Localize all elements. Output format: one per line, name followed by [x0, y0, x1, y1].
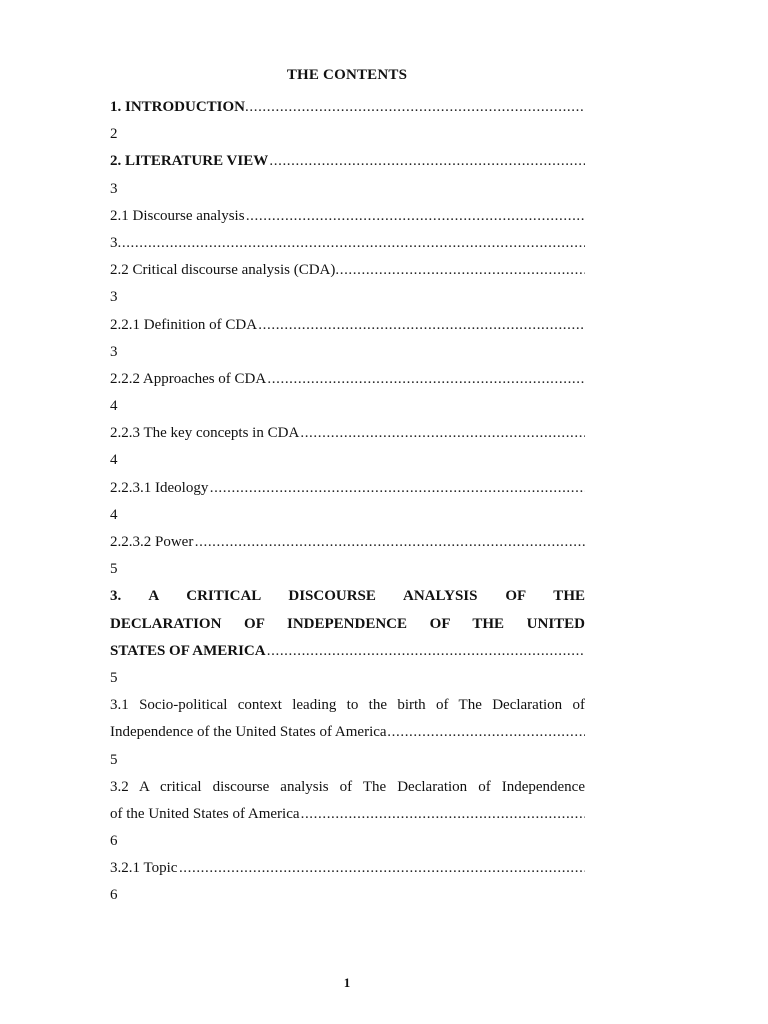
toc-page-number: 3 — [110, 343, 118, 360]
toc-entry-text: 1. INTRODUCTION — [110, 99, 246, 115]
toc-entry-key-concepts-in-cda — [110, 420, 585, 447]
toc-leader-dots — [179, 855, 585, 882]
toc-entry-critical-discourse-analysis — [110, 257, 585, 284]
toc-leader-dots — [300, 420, 585, 447]
toc-entry-text: of the United States of America — [110, 805, 300, 822]
toc-entry-approaches-of-cda — [110, 366, 585, 393]
toc-entry-text: 3.2.1 Topic — [110, 860, 178, 877]
toc-leader-dots — [258, 312, 585, 339]
toc-entry-ideology — [110, 475, 585, 502]
toc-leader-dots — [118, 230, 586, 257]
toc-leader-dots — [267, 366, 585, 393]
toc-entry-cda-of-declaration-line-1: 3.2 A critical discourse analysis of The Declaration of Independence — [110, 778, 585, 795]
toc-entry-socio-political-context-line-1: 3.1 Socio-political context leading to the birth of The Declaration of — [110, 697, 585, 714]
toc-leader-dots — [195, 529, 585, 556]
toc-entry-text: 2. LITERATURE VIEW — [110, 153, 269, 170]
toc-entry-text: 2.1 Discourse analysis — [110, 207, 245, 224]
toc-entry-text: 2.2.1 Definition of CDA — [110, 316, 258, 333]
toc-entry-literature-view — [110, 148, 585, 175]
toc-entry-discourse-analysis — [110, 203, 585, 230]
toc-page-number: 4 — [110, 506, 118, 523]
toc-page-number: 2 — [110, 126, 118, 143]
toc-entry-text: 2.2.3 The key concepts in CDA — [110, 425, 300, 442]
table-of-contents — [110, 94, 585, 910]
toc-page-number: 6 — [110, 833, 118, 850]
toc-page-number: 5 — [110, 669, 118, 686]
toc-entry-text: STATES OF AMERICA — [110, 642, 266, 659]
toc-leader-dots — [387, 719, 585, 746]
toc-entry-definition-of-cda — [110, 312, 585, 339]
toc-page-number: 4 — [110, 398, 118, 415]
toc-page-number: 6 — [110, 887, 118, 904]
toc-page-number: 3 — [110, 289, 118, 306]
toc-leader-dots — [301, 801, 585, 828]
toc-entry-text: 2.2.3.1 Ideology — [110, 479, 209, 496]
toc-leader-dots — [269, 148, 585, 175]
toc-entry-topic — [110, 855, 585, 882]
toc-entry-socio-political-context-line-2 — [110, 719, 585, 746]
footer-page-number: 1 — [343, 975, 351, 990]
toc-entry-power — [110, 529, 585, 556]
toc-page-number: 4 — [110, 452, 118, 469]
toc-leader-dots — [335, 257, 585, 284]
toc-entry-text: 2.2.3.2 Power — [110, 534, 194, 550]
toc-entry-text: 2.2.2 Approaches of CDA — [110, 370, 267, 387]
toc-page-number-with-leader — [110, 230, 585, 257]
toc-page-number: 3 — [110, 234, 118, 251]
toc-page-number: 5 — [110, 751, 118, 768]
toc-entry-chapter-3-line-1: 3. A CRITICAL DISCOURSE ANALYSIS OF THE — [110, 588, 585, 605]
toc-leader-dots — [267, 638, 585, 665]
toc-leader-dots — [245, 94, 585, 121]
toc-entry-introduction — [110, 94, 585, 121]
toc-entry-chapter-3-line-3 — [110, 638, 585, 665]
toc-entry-text: 2.2 Critical discourse analysis (CDA) — [110, 262, 336, 279]
toc-page-number: 3 — [110, 180, 118, 197]
toc-leader-dots — [210, 475, 585, 502]
toc-page-number: 5 — [110, 561, 118, 578]
toc-entry-cda-of-declaration-line-2 — [110, 801, 585, 828]
toc-entry-chapter-3-line-2: DECLARATION OF INDEPENDENCE OF THE UNITED — [110, 615, 585, 632]
page-title: THE CONTENTS — [286, 67, 408, 83]
toc-entry-text: Independence of the United States of America — [110, 724, 387, 741]
toc-leader-dots — [246, 203, 585, 230]
